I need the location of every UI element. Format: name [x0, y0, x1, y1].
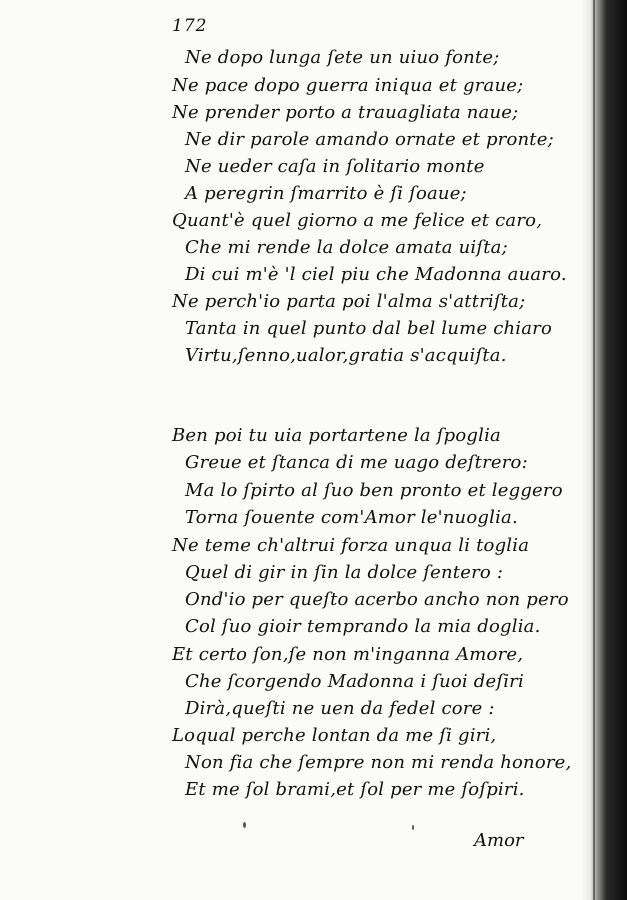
verse-line: Ne teme ch'altrui forza unqua li toglia [172, 535, 530, 556]
verse-line: Che mi rende la dolce amata uiſta; [185, 237, 508, 258]
verse-line: Tanta in quel punto dal bel lume chiaro [185, 318, 553, 339]
page-edge-line [593, 0, 595, 900]
verse-line: Greue et ſtanca di me uago deſtrero: [185, 452, 528, 473]
verse-line: Quant'è quel giorno a me felice et caro, [172, 210, 543, 231]
verse-line: Ne dopo lunga ſete un uiuo fonte; [185, 47, 500, 68]
verse-line: Et me ſol brami,et ſol per me ſoſpiri. [185, 779, 525, 800]
verse-line: Loqual perche lontan da me ſi giri, [172, 725, 497, 746]
page-number: 172 [172, 16, 208, 36]
verse-line: Che ſcorgendo Madonna i ſuoi deſiri [185, 671, 524, 692]
verse-line: Ma lo ſpirto al ſuo ben pronto et leggero [185, 480, 563, 501]
page-edge-shadow [581, 0, 627, 900]
verse-line: Non fia che ſempre non mi renda honore, [185, 752, 572, 773]
verse-line: Et certo ſon,ſe non m'inganna Amore, [172, 644, 524, 665]
verse-line: Dirà,queſti ne uen da fedel core : [185, 698, 495, 719]
paper-speck [412, 825, 414, 830]
verse-line: Ond'io per queſto acerbo ancho non pero [185, 589, 569, 610]
verse-line: Torna ſouente com'Amor le'nuoglia. [185, 507, 518, 528]
verse-line: Ne perch'io parta poi l'alma s'attriſta; [172, 291, 526, 312]
verse-line: Ne ueder caſa in ſolitario monte [185, 156, 485, 177]
verse-line: Di cui m'è 'l ciel piu che Madonna auaro. [185, 264, 567, 285]
verse-line: Ne dir parole amando ornate et pronte; [185, 129, 554, 150]
paper-speck [243, 822, 246, 828]
verse-line: Quel di gir in ſin la dolce ſentero : [185, 562, 504, 583]
verse-line: Virtu,ſenno,ualor,gratia s'acquiſta. [185, 345, 507, 366]
verse-line: Ne prender porto a trauagliata naue; [172, 102, 519, 123]
catchword: Amor [474, 830, 524, 851]
verse-line: Ben poi tu uia portartene la ſpoglia [172, 425, 501, 446]
verse-line: A peregrin ſmarrito è ſi ſoaue; [185, 183, 467, 204]
verse-line: Col ſuo gioir temprando la mia doglia. [185, 616, 541, 637]
verse-line: Ne pace dopo guerra iniqua et graue; [172, 75, 524, 96]
